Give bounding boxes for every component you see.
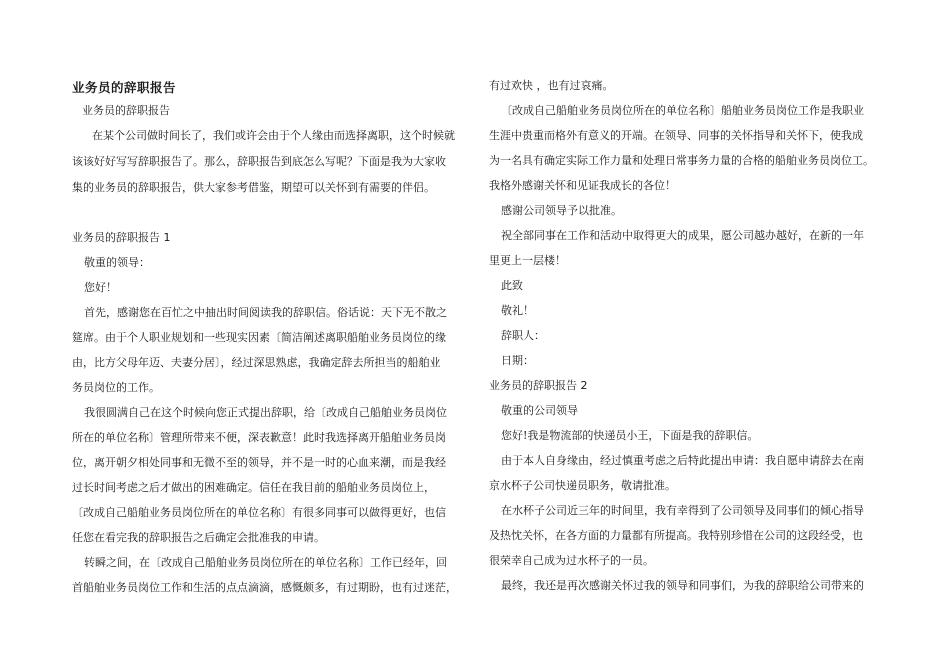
text-line: 京水杯子公司快递员职务，敬请批准。 [489,479,676,492]
text-line: 〔改成自己船舶业务员岗位所在的单位名称〕有很多同事可以做得更好，也信 [72,506,446,519]
text-line: 〔改成自己船舶业务员岗位所在的单位名称〕船舶业务员岗位工作是我职业 [501,104,864,117]
text-line: 生涯中贵重而格外有意义的开端。在领导、同事的关怀指导和关怀下，使我成 [489,129,863,142]
text-line: 里更上一层楼！ [489,254,566,267]
text-line: 您好！ [84,281,117,294]
text-line: 由，比方父母年迈、夫妻分居〕，经过深思熟虑，我确定辞去所担当的船舶业 [72,356,441,369]
text-line: 该该好好写写辞职报告了。那么，辞职报告到底怎么写呢？下面是我为大家收 [72,155,446,168]
section-heading: 业务员的辞职报告 2 [489,379,588,392]
text-line: 在水杯子公司近三年的时间里，我有幸得到了公司领导及同事们的倾心指导 [501,504,864,517]
text-line: 辞职人： [501,329,545,342]
text-line: 我格外感谢关怀和见证我成长的各位！ [489,179,676,192]
section-heading: 业务员的辞职报告 1 [72,231,171,244]
text-line: 务员岗位的工作。 [72,381,160,394]
text-line: 业务员的辞职报告 [82,104,170,117]
text-line: 日期： [501,354,534,367]
text-line: 由于本人自身缘由，经过慎重考虑之后特此提出申请：我自愿申请辞去在南 [501,454,864,467]
text-line: 我很圆满自己在这个时候向您正式提出辞职，给〔改成自己船舶业务员岗位 [84,406,447,419]
text-line: 很荣幸自己成为过水杯子的一员。 [489,554,654,567]
text-line: 首船舶业务员岗位工作和生活的点点滴滴，感慨颇多，有过期盼，也有过迷茫， [72,581,457,594]
text-line: 过长时间考虑之后才做出的困难确定。信任在我目前的船舶业务员岗位上， [72,481,435,494]
text-line: 有过欢快 ，也有过哀痛。 [489,79,614,92]
document-title: 业务员的辞职报告 [72,80,177,95]
text-line: 集的业务员的辞职报告，供大家参考借鉴，期望可以关怀到有需要的伴侣。 [72,181,435,194]
text-line: 任您在看完我的辞职报告之后确定会批准我的申请。 [72,531,325,544]
text-line: 敬重的领导： [84,256,150,269]
text-line: 所在的单位名称〕管理所带来不便，深表歉意！此时我选择离开船舶业务员岗 [72,431,446,444]
text-line: 最终，我还是再次感谢关怀过我的领导和同事们，为我的辞职给公司带来的 [501,579,864,592]
text-line: 首先，感谢您在百忙之中抽出时间阅读我的辞职信。俗话说：天下无不散之 [84,306,447,319]
text-line: 此致 [501,279,523,292]
text-line: 您好!我是物流部的快递员小王，下面是我的辞职信。 [501,429,759,442]
text-line: 及热忱关怀，在各方面的力量都有所提高。我特别珍惜在公司的这段经受，也 [489,529,863,542]
text-line: 在某个公司做时间长了，我们或许会由于个人缘由而选择离职，这个时候就 [92,129,455,142]
text-line: 感谢公司领导予以批准。 [501,204,622,217]
text-line: 转瞬之间，在〔改成自己船舶业务员岗位所在的单位名称〕工作已经年，回 [84,556,447,569]
text-line: 为一名具有确定实际工作力量和处理日常事务力量的合格的船舶业务员岗位工。 [489,154,874,167]
text-line: 筵席。由于个人职业规划和一些现实因素〔简洁阐述离职船舶业务员岗位的缘 [72,331,446,344]
text-line: 祝全部同事在工作和活动中取得更大的成果，愿公司越办越好，在新的一年 [501,229,864,242]
text-line: 敬礼！ [501,304,534,317]
text-line: 敬重的公司领导 [501,404,578,417]
text-line: 位，离开朝夕相处同事和无微不至的领导，并不是一时的心血来潮，而是我经 [72,456,446,469]
